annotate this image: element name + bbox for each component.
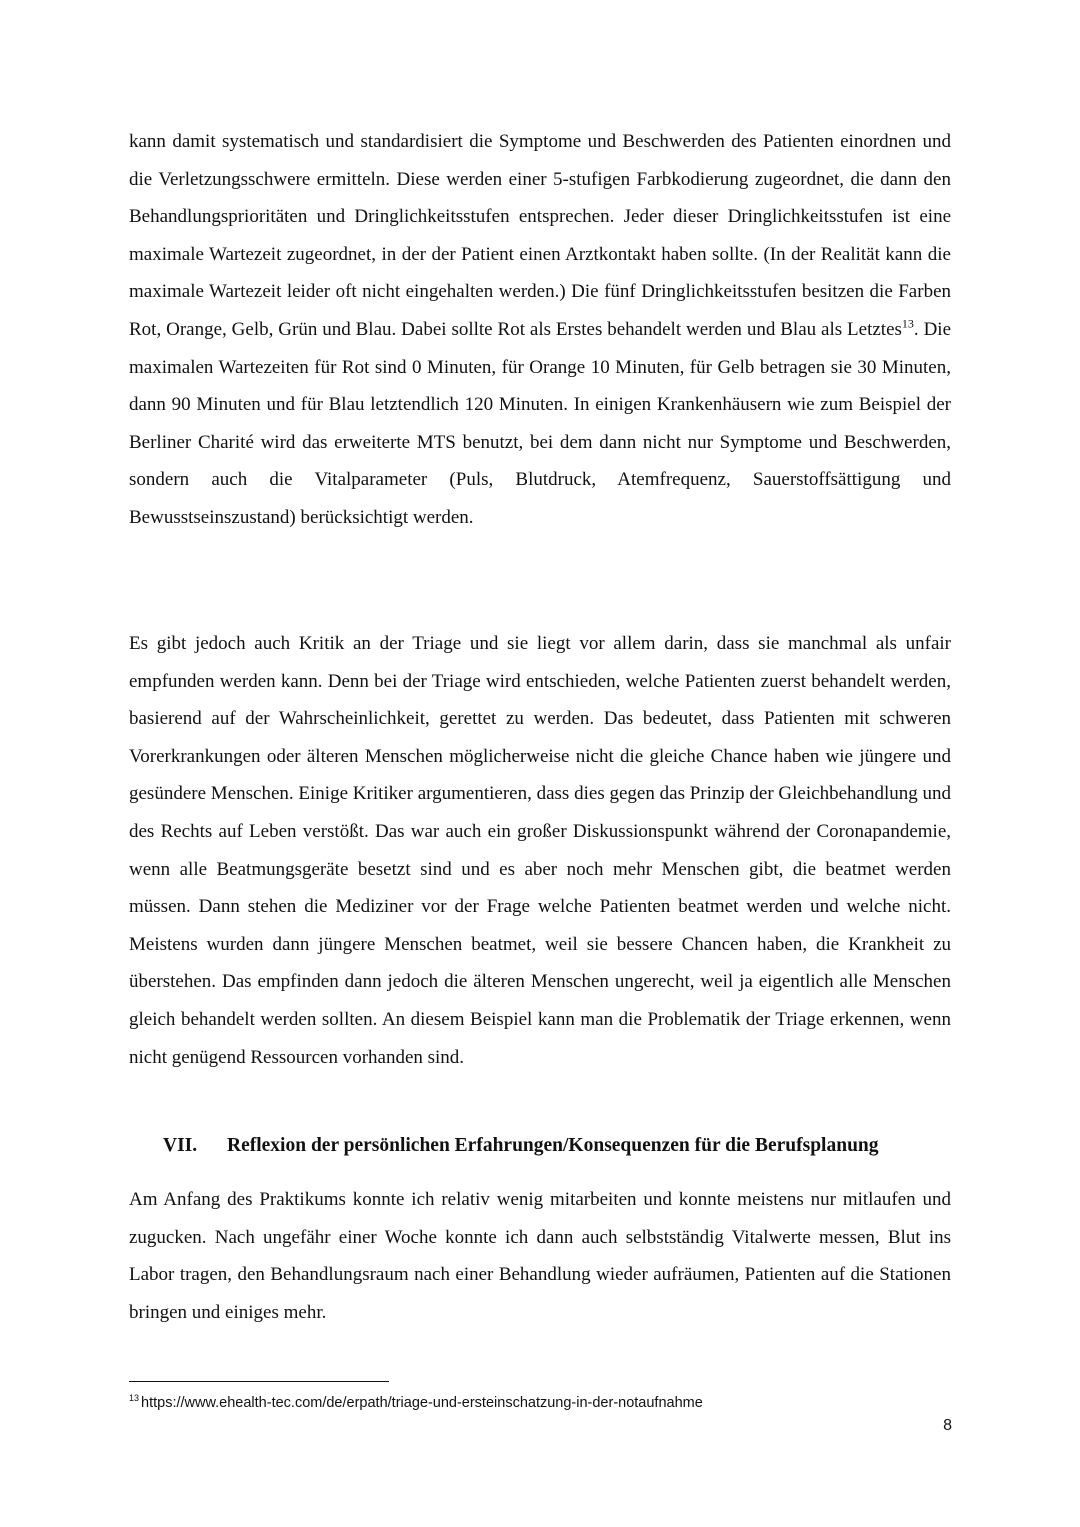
footnote-link[interactable]: https://www.ehealth-tec.com/de/erpath/triage-und-ersteinschatzung-in-der-notaufnahme xyxy=(141,1395,703,1411)
body-paragraph-3 xyxy=(129,1181,951,1331)
footnote xyxy=(129,1393,703,1413)
paragraph-text: kann damit systematisch und standardisiert die Symptome und Beschwerden des Patienten einordnen und die Verletzungsschwere ermitteln. Diese werden einer 5-stufigen Farbkodierung zugeordnet, die dann den Behandlungsprioritäten und Dringlichkeitsstufen entsprechen. Jeder dieser Dringlichkeitsstufen ist eine maximale Wartezeit zugeordnet, in der der Patient einen Arztkontakt haben sollte. (In der Realität kann die maximale Wartezeit leider oft nicht eingehalten werden.) Die fünf Dringlichkeitsstufen besitzen die Farben Rot, Orange, Gelb, Grün und Blau. Dabei sollte Rot als Erstes behandelt werden und Blau als Letztes xyxy=(129,131,951,340)
paragraph-text: Am Anfang des Praktikums konnte ich relativ wenig mitarbeiten und konnte meistens nur mitlaufen und zugucken. Nach ungefähr einer Woche konnte ich dann auch selbstständig Vitalwerte messen, Blut ins Labor tragen, den Behandlungsraum nach einer Behandlung wieder aufräumen, Patienten auf die Stationen bringen und einiges mehr. xyxy=(129,1189,951,1323)
footnote-reference[interactable]: 13 xyxy=(901,316,914,331)
footnote-separator xyxy=(129,1381,389,1382)
paragraph-text: . Die maximalen Wartezeiten für Rot sind 0 Minuten, für Orange 10 Minuten, für Gelb betragen sie 30 Minuten, dann 90 Minuten und für Blau letztendlich 120 Minuten. In einigen Krankenhäusern wie zum Beispiel der Berliner Charité wird das erweiterte MTS benutzt, bei dem dann nicht nur Symptome und Beschwerden, sondern auch die Vitalparameter (Puls, Blutdruck, Atemfrequenz, Sauerstoffsättigung und Bewusstseinszustand) berücksichtigt werden. xyxy=(129,318,951,528)
section-heading xyxy=(163,1127,953,1165)
body-paragraph-2 xyxy=(129,625,951,1076)
footnote-marker: 13 xyxy=(129,1393,140,1404)
page-number: 8 xyxy=(943,1417,952,1434)
section-number: VII. xyxy=(163,1135,198,1156)
paragraph-text: Es gibt jedoch auch Kritik an der Triage und sie liegt vor allem darin, dass sie manchmal als unfair empfunden werden kann. Denn bei der Triage wird entschieden, welche Patienten zuerst behandelt werden, basierend auf der Wahrscheinlichkeit, gerettet zu werden. Das bedeutet, dass Patienten mit schweren Vorerkrankungen oder älteren Menschen möglicherweise nicht die gleiche Chance haben wie jüngere und gesündere Menschen. Einige Kritiker argumentieren, dass dies gegen das Prinzip der Gleichbehandlung und des Rechts auf Leben verstößt. Das war auch ein großer Diskussionspunkt während der Coronapandemie, wenn alle Beatmungsgeräte besetzt sind und es aber noch mehr Menschen gibt, die beatmet werden müssen. Dann stehen die Mediziner vor der Frage welche Patienten beatmet werden und welche nicht. Meistens wurden dann jüngere Menschen beatmet, weil sie bessere Chancen haben, die Krankheit zu überstehen. Das empfinden dann jedoch die älteren Menschen ungerecht, weil ja eigentlich alle Menschen gleich behandelt werden sollten. An diesem Beispiel kann man die Problematik der Triage erkennen, wenn nicht genügend Ressourcen vorhanden sind. xyxy=(129,633,951,1068)
body-paragraph-1 xyxy=(129,123,951,537)
section-title: Reflexion der persönlichen Erfahrungen/Konsequenzen für die Berufsplanung xyxy=(227,1135,879,1156)
